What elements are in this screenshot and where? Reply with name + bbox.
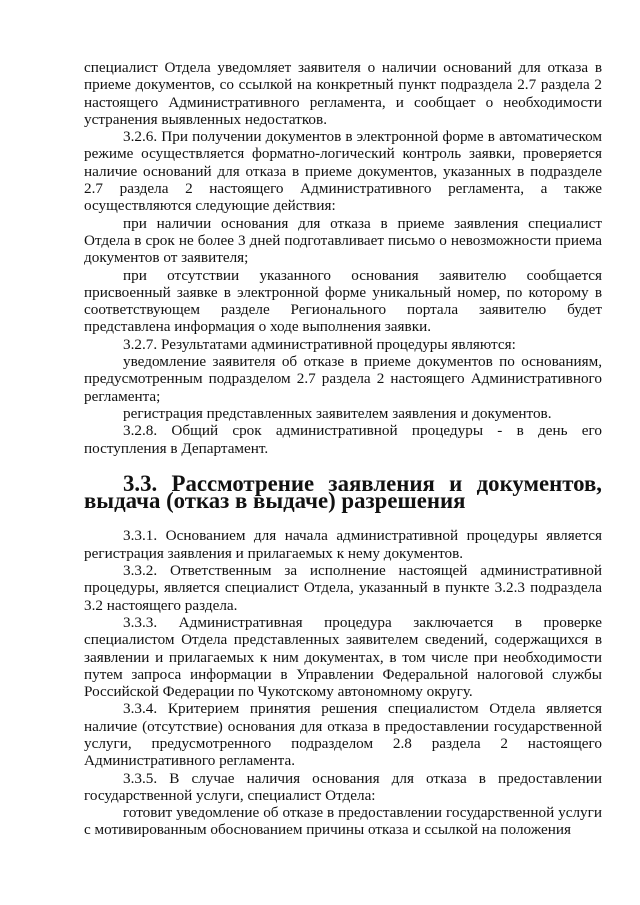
paragraph: 3.3.1. Основанием для начала административной процедуры является регистрация заявления и прилагаемых к нему документов. [84, 527, 602, 562]
paragraph: 3.3.4. Критерием принятия решения специалистом Отдела является наличие (отсутствие) основания для отказа в предоставлении государственной услуги, предусмотренного подразделом 2.8 раздела 2 настоящего Административного регламента. [84, 700, 602, 770]
paragraph: регистрация представленных заявителем заявления и документов. [123, 404, 552, 422]
paragraph: при отсутствии указанного основания заявителю сообщается присвоенный заявке в электронной форме уникальный номер, по которому в соответствующем разделе Регионального портала заявителю будет представлена информация о ходе выполнения заявки. [84, 266, 602, 336]
paragraph: 3.2.7. Результатами административной процедуры являются: [123, 335, 516, 353]
paragraph: при наличии основания для отказа в приеме заявления специалист Отдела в срок не более 3 дней подготавливает письмо о невозможности приема документов от заявителя; [84, 214, 602, 267]
paragraph: готовит уведомление об отказе в предоставлении государственной услуги с мотивированным обоснованием причины отказа и ссылкой на положения [84, 804, 602, 839]
paragraph: 3.3.5. В случае наличия основания для отказа в предоставлении государственной услуги, специалист Отдела: [84, 769, 602, 804]
section-heading: 3.3. Рассмотрение заявления и документов, выдача (отказ в выдаче) разрешения [84, 470, 602, 514]
paragraph: специалист Отдела уведомляет заявителя о наличии оснований для отказа в приеме документов, со ссылкой на конкретный пункт подраздела 2.7 раздела 2 настоящего Административного регламента, и сообщает о необходимости устранения выявленных недостатков. [84, 59, 602, 128]
paragraph: 3.3.2. Ответственным за исполнение настоящей административной процедуры, является специалист Отдела, указанный в пункте 3.2.3 подраздела 3.2 настоящего раздела. [84, 562, 602, 614]
paragraphs-before [84, 59, 602, 457]
paragraph: 3.2.6. При получении документов в электронной форме в автоматическом режиме осуществляется форматно-логический контроль заявки, проверяется наличие оснований для отказа в приеме документов, указанных в подразделе 2.7 раздела 2 настоящего Административного регламента, а также осуществляются следующие действия: [84, 128, 602, 215]
paragraphs-after [84, 527, 602, 838]
paragraph: 3.2.8. Общий срок административной процедуры - в день его поступления в Департамент. [84, 422, 602, 457]
paragraph: уведомление заявителя об отказе в приеме документов по основаниям, предусмотренным подразделом 2.7 раздела 2 настоящего Административного регламента; [84, 353, 602, 405]
paragraph: 3.3.3. Административная процедура заключается в проверке специалистом Отдела представленных заявителем сведений, содержащихся в заявлении и прилагаемых к ним документах, в том числе при необходимости путем запроса информации в Управлении Федеральной налоговой службы Российской Федерации по Чукотскому автономному округу. [84, 613, 602, 701]
